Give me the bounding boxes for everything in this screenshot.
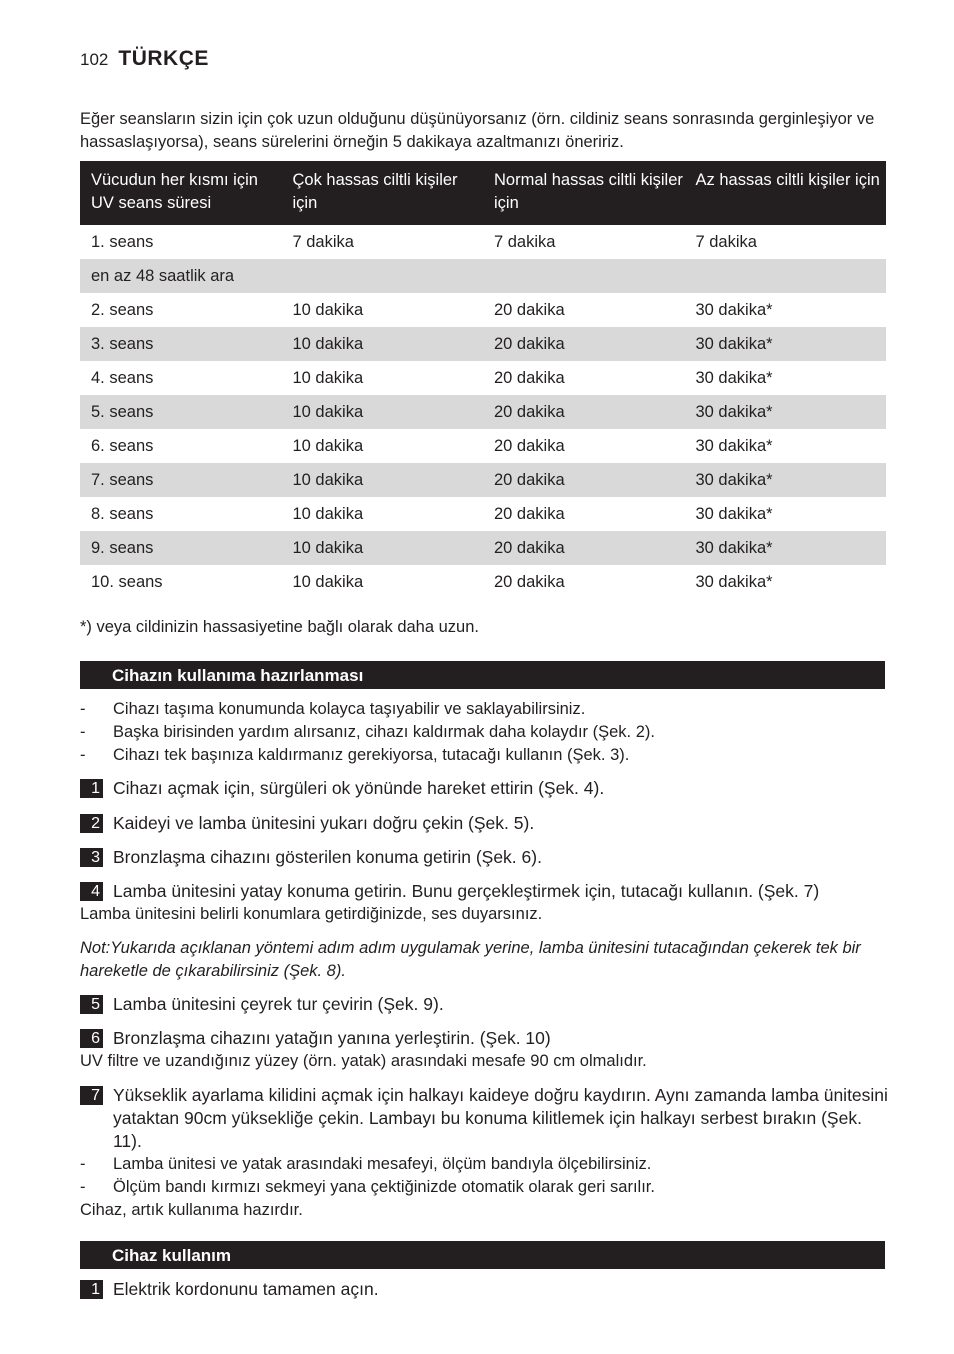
table-cell: 10 dakika <box>292 470 364 489</box>
step-text: Lamba ünitesini yatay konuma getirin. Bunu gerçekleştirmek için, tutacağı kullanın. (Şek. 7) <box>113 881 820 901</box>
table-cell: 10 dakika <box>292 368 364 387</box>
step-number: 1 <box>80 779 103 798</box>
header-cell: Normal hassas ciltli kişiler için <box>494 171 683 212</box>
step-item <box>80 1278 890 1301</box>
header-cell: Vücudun her kısmı için UV seans süresi <box>91 171 258 212</box>
table-cell: 20 dakika <box>494 334 565 353</box>
list-item <box>80 1153 890 1176</box>
table-cell: 10 dakika <box>292 300 364 319</box>
step-item <box>80 1027 890 1050</box>
step-number: 1 <box>80 1280 103 1299</box>
step-text: Kaideyi ve lamba ünitesini yukarı doğru çekin (Şek. 5). <box>113 813 535 833</box>
table-cell: 7. seans <box>91 470 154 489</box>
list-item-text: Cihazı tek başınıza kaldırmanız gerekiyorsa, tutacağı kullanın (Şek. 3). <box>113 746 630 764</box>
table-cell: 10 dakika <box>292 436 364 455</box>
header-cell: Çok hassas ciltli kişiler için <box>292 171 458 212</box>
step-item <box>80 777 890 800</box>
section-heading: Cihazın kullanıma hazırlanması <box>80 661 885 689</box>
table-row <box>80 395 886 429</box>
table-cell: 7 dakika <box>494 232 556 251</box>
table-cell: 10 dakika <box>292 504 364 523</box>
table-cell: 6. seans <box>91 436 154 455</box>
table-cell: 10. seans <box>91 572 163 591</box>
step-item <box>80 880 890 903</box>
table-row <box>80 497 886 531</box>
table-row <box>80 565 886 599</box>
ready-text: Cihaz, artık kullanıma hazırdır. <box>80 1201 303 1219</box>
table-row <box>80 361 886 395</box>
step-item <box>80 846 890 869</box>
table-cell: 30 dakika* <box>695 470 773 489</box>
table-header <box>80 161 886 225</box>
table-cell: 20 dakika <box>494 402 565 421</box>
table-cell: 30 dakika* <box>695 572 773 591</box>
dash-marker: - <box>80 700 86 718</box>
list-item <box>80 744 890 767</box>
step-text: Bronzlaşma cihazını gösterilen konuma getirin (Şek. 6). <box>113 847 542 867</box>
table-cell: 7 dakika <box>292 232 354 251</box>
table-cell: 2. seans <box>91 300 154 319</box>
step-subtext: UV filtre ve uzandığınız yüzey (örn. yatak) arasındaki mesafe 90 cm olmalıdır. <box>80 1052 647 1070</box>
list-item <box>80 721 890 744</box>
bullet-list <box>80 1153 890 1199</box>
table-cell: 20 dakika <box>494 504 565 523</box>
table-row <box>80 225 886 259</box>
list-item-text: Lamba ünitesi ve yatak arasındaki mesafeyi, ölçüm bandıyla ölçebilirsiniz. <box>113 1155 652 1173</box>
table-cell: 20 dakika <box>494 470 565 489</box>
table-row <box>80 463 886 497</box>
list-item-text: Cihazı taşıma konumunda kolayca taşıyabilir ve saklayabilirsiniz. <box>113 700 586 718</box>
table-row <box>80 327 886 361</box>
table-cell: 30 dakika* <box>695 334 773 353</box>
step-text: Elektrik kordonunu tamamen açın. <box>113 1279 379 1299</box>
step-subtext: Lamba ünitesini belirli konumlara getirdiğinizde, ses duyarsınız. <box>80 905 543 923</box>
table-cell: 10 dakika <box>292 538 364 557</box>
dash-marker: - <box>80 1155 86 1173</box>
header-cell: Az hassas ciltli kişiler için <box>695 171 880 189</box>
step-number: 6 <box>80 1029 103 1048</box>
intro-paragraph: Eğer seansların sizin için çok uzun olduğunu düşünüyorsanız (örn. cildiniz seans sonrasında gerginleşiyor ve hassaslaşıyorsa), seans sürelerini örneğin 5 dakikaya azaltmanızı öneririz. <box>80 110 875 151</box>
dash-marker: - <box>80 723 86 741</box>
table-cell: 9. seans <box>91 538 154 557</box>
table-cell: 20 dakika <box>494 436 565 455</box>
table-cell: 1. seans <box>91 232 154 251</box>
table-cell: 30 dakika* <box>695 504 773 523</box>
page-number: 102 <box>80 50 109 69</box>
page-header <box>80 47 209 71</box>
dash-marker: - <box>80 746 86 764</box>
session-table <box>80 161 886 599</box>
table-cell: 30 dakika* <box>695 402 773 421</box>
language-heading: TÜRKÇE <box>118 47 209 70</box>
table-row <box>80 531 886 565</box>
step-number: 7 <box>80 1086 103 1105</box>
list-item <box>80 1176 890 1199</box>
step-item <box>80 993 890 1016</box>
step-text: Yükseklik ayarlama kilidini açmak için halkayı kaideye doğru kaydırın. Aynı zamanda lamba ünitesini yataktan 90cm yüksekliğe çekin. Lambayı bu konuma kilitlemek için halkayı serbest bırakın (Şek. 11). <box>113 1085 888 1151</box>
list-item-text: Başka birisinden yardım alırsanız, cihazı kaldırmak daha kolaydır (Şek. 2). <box>113 723 655 741</box>
table-cell: 3. seans <box>91 334 154 353</box>
note-paragraph: Not:Yukarıda açıklanan yöntemi adım adım uygulamak yerine, lamba ünitesini tutacağından çekerek tek bir hareketle de çıkarabilirsiniz (Şek. 8). <box>80 939 861 980</box>
table-footnote: *) veya cildinizin hassasiyetine bağlı olarak daha uzun. <box>80 618 479 636</box>
table-cell: 30 dakika* <box>695 436 773 455</box>
dash-marker: - <box>80 1178 86 1196</box>
table-row <box>80 429 886 463</box>
table-cell: 20 dakika <box>494 572 565 591</box>
step-text: Bronzlaşma cihazını yatağın yanına yerleştirin. (Şek. 10) <box>113 1028 551 1048</box>
table-cell: en az 48 saatlik ara <box>91 266 235 285</box>
table-cell: 10 dakika <box>292 402 364 421</box>
step-number: 2 <box>80 814 103 833</box>
table-cell: 10 dakika <box>292 572 364 591</box>
table-cell: 20 dakika <box>494 368 565 387</box>
list-item-text: Ölçüm bandı kırmızı sekmeyi yana çektiğinizde otomatik olarak geri sarılır. <box>113 1178 655 1196</box>
step-number: 5 <box>80 995 103 1014</box>
step-number: 4 <box>80 882 103 901</box>
table-row <box>80 293 886 327</box>
step-text: Lamba ünitesini çeyrek tur çevirin (Şek. 9). <box>113 994 444 1014</box>
table-cell: 30 dakika* <box>695 300 773 319</box>
list-item <box>80 698 890 721</box>
table-cell: 8. seans <box>91 504 154 523</box>
bullet-list <box>80 698 890 767</box>
step-item <box>80 1084 890 1153</box>
step-text: Cihazı açmak için, sürgüleri ok yönünde hareket ettirin (Şek. 4). <box>113 778 605 798</box>
table-cell: 20 dakika <box>494 300 565 319</box>
table-cell: 20 dakika <box>494 538 565 557</box>
table-cell: 7 dakika <box>695 232 757 251</box>
table-cell: 30 dakika* <box>695 368 773 387</box>
table-cell: 5. seans <box>91 402 154 421</box>
table-cell: 4. seans <box>91 368 154 387</box>
step-item <box>80 812 890 835</box>
table-cell: 10 dakika <box>292 334 364 353</box>
section-heading: Cihaz kullanım <box>80 1241 885 1269</box>
step-number: 3 <box>80 848 103 867</box>
table-cell: 30 dakika* <box>695 538 773 557</box>
table-row <box>80 259 886 293</box>
